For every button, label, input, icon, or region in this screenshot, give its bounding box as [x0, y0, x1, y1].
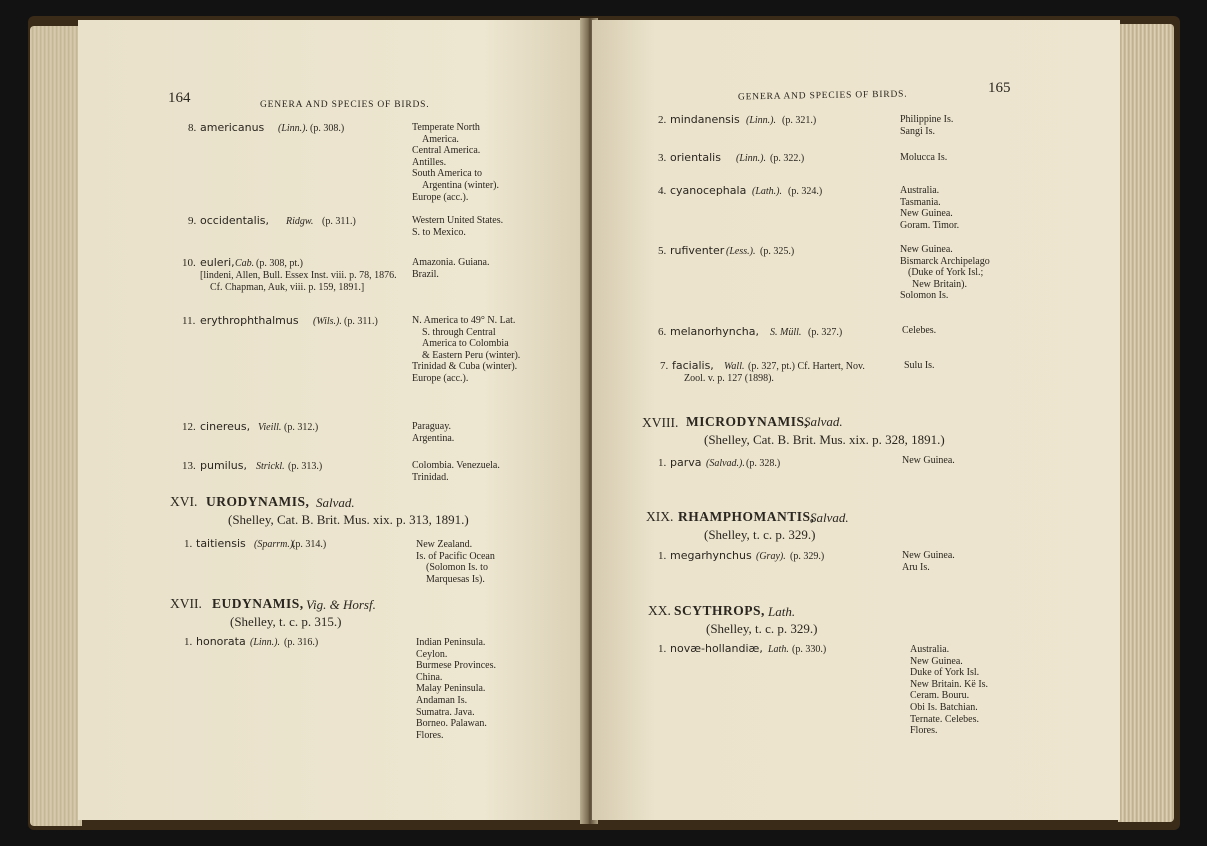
species-name: melanorhyncha,: [670, 325, 760, 338]
genus-author: Lath.: [768, 604, 796, 619]
entry-number: 1.: [184, 538, 193, 550]
genus-name: RHAMPHOMANTIS,: [678, 509, 815, 524]
distribution: Colombia. Venezuela. Trinidad.: [412, 460, 500, 483]
species-name: rufiventer: [670, 244, 725, 257]
species-author: (Sparrm.).: [254, 539, 296, 550]
right-page: [592, 20, 1120, 820]
page-ref: (p. 316.): [284, 637, 319, 648]
genus-author: Salvad.: [810, 510, 849, 525]
genus-author: Vig. & Horsf.: [306, 597, 376, 612]
entry-number: 1.: [658, 457, 667, 469]
species-name: erythrophthalmus: [200, 314, 299, 327]
genus-author: Salvad.: [316, 495, 355, 510]
running-head: GENERA AND SPECIES OF BIRDS.: [737, 89, 908, 103]
species-name: pumilus,: [200, 459, 247, 472]
genus-citation: (Shelley, Cat. B. Brit. Mus. xix. p. 328, 1891.): [704, 432, 945, 447]
page-ref: (p. 312.): [284, 422, 319, 433]
distribution: New Guinea. Bismarck Archipelago (Duke of York Isl.; New Britain). Solomon Is.: [900, 244, 990, 302]
species-author: (Less.).: [726, 246, 756, 257]
species-name: parva: [670, 456, 702, 469]
species-name: cyanocephala: [670, 184, 747, 197]
species-name: novæ-hollandiæ,: [670, 642, 763, 655]
page-ref: (p. 311.): [344, 316, 378, 327]
distribution: Sulu Is.: [904, 360, 935, 371]
genus-roman: XX.: [648, 603, 671, 618]
genus-roman: XVII.: [170, 596, 202, 611]
species-author: Cab.: [235, 258, 255, 269]
page-ref: (p. 328.): [746, 458, 781, 469]
entry-number: 12.: [182, 421, 196, 433]
page-ref: (p. 321.): [782, 115, 817, 126]
species-author: (Gray).: [756, 551, 786, 562]
entry-number: 5.: [658, 245, 667, 257]
entry-number: 13.: [182, 460, 196, 472]
page-ref: (p. 308.): [310, 123, 345, 134]
species-author: Strickl.: [256, 461, 285, 472]
species-author: Ridgw.: [286, 216, 314, 227]
distribution: Indian Peninsula. Ceylon. Burmese Provinces. China. Malay Peninsula. Andaman Is. Sumatra. Java. Borneo. Palawan. Flores.: [416, 637, 496, 741]
entry-number: 7.: [660, 360, 669, 372]
species-name: honorata: [196, 635, 246, 648]
genus-name: EUDYNAMIS,: [212, 596, 304, 611]
distribution: Australia. Tasmania. New Guinea. Goram. Timor.: [900, 185, 960, 231]
genus-name: URODYNAMIS,: [206, 494, 310, 509]
distribution: Amazonia. Guiana. Brazil.: [412, 257, 490, 280]
page-ref: (p. 327.): [808, 327, 843, 338]
genus-roman: XIX.: [646, 509, 674, 524]
genus-roman: XVI.: [170, 494, 198, 509]
page-ref: (p. 327, pt.) Cf. Hartert, Nov.: [748, 361, 865, 372]
page-ref: (p. 311.): [322, 216, 356, 227]
entry-number: 2.: [658, 114, 667, 126]
species-name: facialis,: [672, 359, 714, 372]
entry-number: 3.: [658, 152, 667, 164]
distribution: Celebes.: [902, 325, 937, 336]
species-author: (Salvad.).: [706, 458, 745, 469]
species-author: (Linn.).: [736, 153, 766, 164]
species-name: euleri,: [200, 256, 235, 269]
page-edges-right: [1118, 24, 1174, 822]
entry-number: 9.: [188, 215, 197, 227]
genus-author: Salvad.: [804, 414, 843, 429]
species-author: (Wils.).: [313, 316, 342, 327]
distribution: Paraguay. Argentina.: [412, 421, 455, 444]
distribution: New Guinea. Aru Is.: [902, 550, 955, 573]
genus-roman: XVIII.: [642, 415, 679, 430]
species-author: Vieill.: [258, 422, 282, 433]
page-ref: (p. 308, pt.): [256, 258, 303, 269]
entry-number: 4.: [658, 185, 667, 197]
distribution: New Guinea.: [902, 455, 955, 466]
species-author: Lath.: [768, 644, 789, 655]
distribution: Molucca Is.: [900, 152, 948, 163]
species-author: (Linn.).: [278, 123, 308, 134]
page-ref: (p. 313.): [288, 461, 323, 472]
species-author: (Linn.).: [250, 637, 280, 648]
entry-number: 1.: [184, 636, 193, 648]
distribution: Philippine Is. Sangi Is.: [900, 114, 954, 137]
species-name: taitiensis: [196, 537, 246, 550]
entry-number: 1.: [658, 643, 667, 655]
species-author: Wall.: [724, 361, 745, 372]
species-name: occidentalis,: [200, 214, 269, 227]
page-number: 164: [168, 90, 191, 106]
page-ref: (p. 314.): [292, 539, 327, 550]
page-ref: (p. 330.): [792, 644, 827, 655]
page-ref: (p. 324.): [788, 186, 823, 197]
page-ref: (p. 329.): [790, 551, 825, 562]
species-name: mindanensis: [670, 113, 740, 126]
genus-citation: (Shelley, t. c. p. 315.): [230, 614, 342, 629]
distribution: Australia. New Guinea. Duke of York Isl. New Britain. Kë Is. Ceram. Bouru. Obi Is. Batchian. Ternate. Celebes. Flores.: [910, 644, 989, 737]
genus-citation: (Shelley, t. c. p. 329.): [706, 621, 818, 636]
genus-citation: (Shelley, Cat. B. Brit. Mus. xix. p. 313, 1891.): [228, 512, 469, 527]
synonym-note: [lindeni, Allen, Bull. Essex Inst. viii. p. 78, 1876. Cf. Chapman, Auk, viii. p. 159, 1891.]: [200, 270, 397, 293]
page-number: 165: [988, 80, 1011, 96]
distribution: N. America to 49° N. Lat. S. through Central America to Colombia & Eastern Peru (winter). Trinidad & Cuba (winter). Europe (acc.).: [412, 315, 521, 384]
species-author: (Linn.).: [746, 115, 776, 126]
running-head: GENERA AND SPECIES OF BIRDS.: [260, 100, 430, 110]
left-page: [78, 20, 586, 820]
species-name: cinereus,: [200, 420, 251, 433]
genus-name: MICRODYNAMIS,: [686, 414, 809, 429]
genus-name: SCYTHROPS,: [674, 603, 765, 618]
page-ref: (p. 322.): [770, 153, 805, 164]
species-author: (Lath.).: [752, 186, 782, 197]
distribution: New Zealand. Is. of Pacific Ocean (Solomon Is. to Marquesas Is).: [416, 539, 495, 585]
distribution: Western United States. S. to Mexico.: [412, 215, 504, 238]
species-name: orientalis: [670, 151, 721, 164]
entry-number: 1.: [658, 550, 667, 562]
entry-number: 10.: [182, 257, 196, 269]
page-ref-continued: Zool. v. p. 127 (1898).: [684, 373, 774, 384]
entry-number: 11.: [182, 315, 196, 327]
genus-citation: (Shelley, t. c. p. 329.): [704, 527, 816, 542]
page-ref: (p. 325.): [760, 246, 795, 257]
species-name: megarhynchus: [670, 549, 752, 562]
distribution: Temperate North America. Central America. Antilles. South America to Argentina (winter). Europe (acc.).: [412, 122, 500, 203]
page-edges-left: [30, 26, 82, 826]
entry-number: 8.: [188, 122, 197, 134]
entry-number: 6.: [658, 326, 667, 338]
species-author: S. Müll.: [770, 327, 802, 338]
species-name: americanus: [200, 121, 265, 134]
